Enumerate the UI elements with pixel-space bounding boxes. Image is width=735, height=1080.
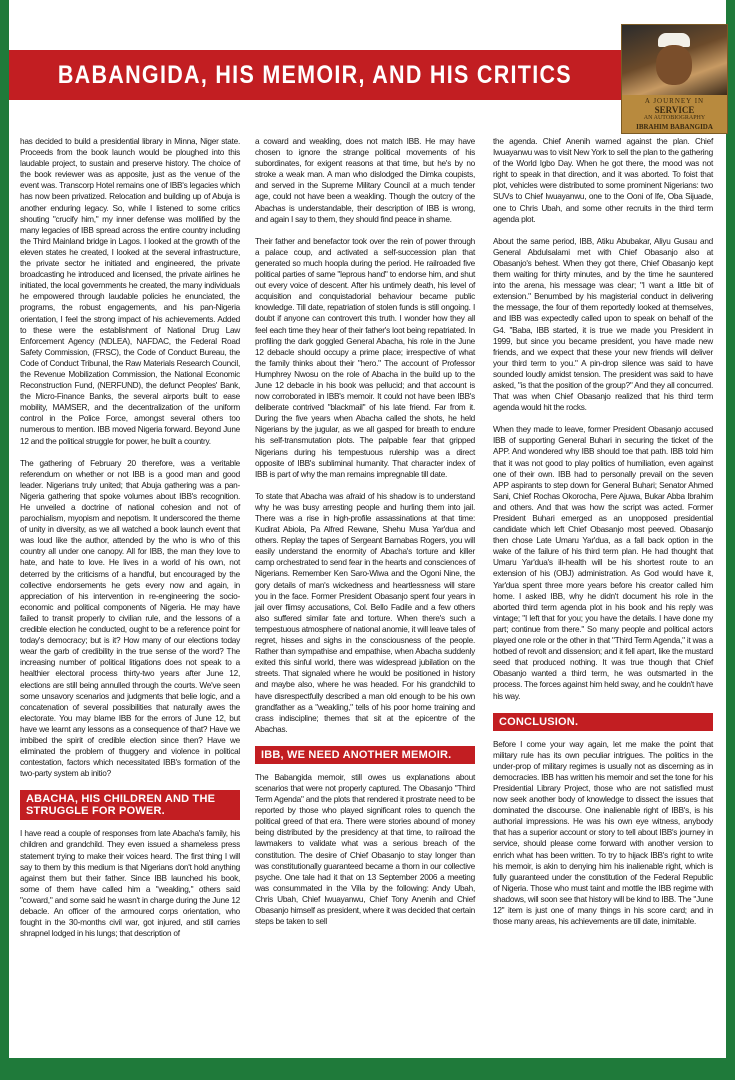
paragraph: a coward and weakling, does not match IBB. He may have chosen to ignore the strange political movements of his subordinates, for exigent reasons at that time, but he's by no stroke a weak man. A man who dislodged the Dimka coupists, and served in the Supreme Military Council at a much tender age, could not have been a weakling. Though the outcry of the Abachas is understandable, their description of IBB is wrong, and again I say to them, they should find peace in shame.	[255, 137, 475, 224]
section-heading-another-memoir: IBB, WE NEED ANOTHER MEMOIR.	[255, 746, 475, 764]
paragraph: the agenda. Chief Anenih warned against the plan. Chief Iwuayanwu was to visit New York to sell the plan to the gathering of the World Igbo Day. When he got there, the mood was not right to speak in that direction, and it was aborted. To foist that plot, vehicles were distributed to some prominent Nigerians: two SUVs to Chief Iwuayanwu, one to the Ooni of Ife, Oba Sijuade, one to Chris Ubah, and some other recruits in the third term agenda plot.	[493, 137, 713, 224]
paragraph: I have read a couple of responses from late Abacha's family, his children and grandchild. They even issued a shameless press statement trying to make their voices heard. The first thing I will say to them by this medium is that Nigerians don't hold anything against them but their father. Since IBB launched his book, some of them have called him a "weakling," others said "coward," and some said he wasn't in charge during the June 12 debacle. An officer of the armoured corps orientation, who fought in the 30-months civil war, got injured, and still carries shrapnel lodged in his lungs; that description of	[20, 829, 240, 939]
page-title: BABANGIDA, HIS MEMOIR, AND HIS CRITICS	[57, 60, 573, 89]
cover-line-3: AN AUTOBIOGRAPHY	[643, 115, 706, 121]
cover-line-2: SERVICE	[654, 105, 695, 115]
paragraph: The gathering of February 20 therefore, was a veritable referendum on whether or not IBB is a good man and good leader. Nigerians truly united; that Abuja gathering was a pan-Nigeria gathering that spoke volumes about IBB's recognition. He unveiled a doctrine of national cohesion and not of parochialism, myopism and nepotism. It underscored the theme of unity in diversity, as we all watched a book launch event that was loud like the author, attended by the who is who of this country all under one canopy. All for IBB, the man they love to hate, and hate to love. He lives in a world of his own, not deterred by the criticisms of a handful, but encouraged by the collective endorsements he gets every now and again, in appreciation of his intervention in re-engineering the socio-economic and political components of Nigeria. He may have failed to transit properly to civilian rule, and the lessons of a credible election he conducted, ought to be a reference point for today's democracy; but is it? How many of our elections today wear the garb of credibility in the true sense of the word? The increasing number of political litigations does not speak to a healthier electoral process thirty-two years after June 12, elections are still being annulled through the courts. We've seen some unsavory scenarios and judgments that belie logic, and a concatenation of several possibilities that naturally awes the electorate. You may blame IBB for the errors of June 12, but have we learnt any lessons as a consequence of that? Have we imbibed the spirit of credible election since then? Have we eliminated the problem of thuggery and violence in political contestation, factors which necessitated IBB's formation of the two-party system ab initio?	[20, 458, 240, 779]
cover-line-1: A JOURNEY IN	[644, 97, 705, 105]
book-cover-text	[624, 97, 725, 132]
paragraph: About the same period, IBB, Atiku Abubakar, Aliyu Gusau and General Abdulsalami met with Chief Obasanjo also at Obasanjo's behest. When they got there, Chief Obasanjo kept them waiting for thirty minutes, and by the time he sauntered into the arena, his message was clear; "I want a little bit of extension." Benumbed by his magisterial conduct in delivering the message, the four of them reportedly looked at themselves, and IBB was expectedly called upon to speak on behalf of the G4. "Baba, IBB started, it is true we made you President in 1999, but since you became president, you have made new friends, and we expect that these your new friends will deliver your third term to you." A pin-drop silence was said to have sounded loudly amidst tension. The president was said to have asked, "is that the position of the group?" And they all concurred. That was when Chief Obasanjo realized that his third term agenda would hit the rocks.	[493, 236, 713, 413]
section-heading-abacha: ABACHA, HIS CHILDREN AND THE STRUGGLE FOR POWER.	[20, 790, 240, 820]
cover-author: IBRAHIM BABANGIDA	[636, 123, 713, 131]
paragraph: Their father and benefactor took over the rein of power through a palace coup, and activated a self-succession plan that generated so much hoopla during the period. He railroaded five political parties of same "leprous hand" to endorse him, and shut out every voice of descent. After his untimely death, his level of acquisition and conquistadorial behaviour became public knowledge. Till date, repatriation of stolen funds is still ongoing. I doubt if anyone can controvert this truth. I wonder how they all feel each time they hear of their father's loot being repatriated. In profiling the dark goggled General Abacha, his role in the June 12 debacle should occupy a prime place; irrespective of what the family thinks about their "hero." The account of Professor Humphrey Nwosu on the role of Abacha in the build up to the June 12 debacle in his book was pellucid; and that account is now corroborated in IBB's memoir. It could not have been IBB's deliberate contrived "blackmail" of his late friend. Far from it. During the five years when Abacha called the shots, he held Nigerians by the jugular, as we all gasped for breath to endure his self-transmutation plots. The palpable fear that gripped Nigerians during his tempestuous rulership was a direct opposite of IBB's subliminal humanity. That character index of IBB is part of why the man remains impregnable till date.	[255, 236, 475, 479]
section-heading-conclusion: CONCLUSION.	[493, 713, 713, 731]
right-green-border	[726, 0, 735, 1080]
paragraph: has decided to build a presidential library in Minna, Niger state. Proceeds from the book launch would be ploughed into this laudable project, to sustain and preserve history. The choice of the book reviewer was as apposite, just as the venue of the event was. Transcorp Hotel remains one of IBB's legacies which has now been privatized. Relocation and building up of Abuja is another enduring legacy. So, while I listened to some critics shouting "crucify him," my inner defense was mollified by the many legacies of IBB spread across the entire country including the Third Mainland bridge in Lagos. I looked at the growth of the eleven states he created, I looked at the several infrastructure, the private sector he initiated and engineered, the private broadcasting he introduced and licensed, the private airlines he initiated, the local governments he created, the many individuals he empowered through laudable policies he enunciated, the programs, the robust engagements, and his pan-Nigeria orientation, I feel the strong impact of his achievements. Added to these were the establishment of National Drug Law Enforcement Agency (NDLEA), NAFDAC, the Federal Road Safety Commission, (FRSC), the Code of Conduct Bureau, the Code of Conduct Tribunal, the Raw Materials Research Council, the Revenue Mobilization Commission, the National Economic Reconstruction Fund, (NERFUND), the defunct Peoples' Bank, the Micro-Finance Banks, the several airports built to ease mobility, MAMSER, and the decentralization of the uniform control in the Police Force, amongst several others too numerous to mention. IBB moved Nigeria forward. Beyond June 12 and the political struggle for power, he built a country.	[20, 137, 240, 446]
book-cover-image	[621, 24, 728, 134]
headline-banner	[9, 50, 621, 100]
paragraph: Before I come your way again, let me make the point that military rule has its own peculiar intrigues. The politics in the under-prop of military regimes is usually not as discerning as in democracies. IBB has written his memoir and set the tone for his Presidential Library Project, those who are not satisfied must now seek another body of knowledge to dissect the issues that dominated the discourse. One inalienable right of IBB's, is his authorial impressions. He was his own eye witness, anybody that has a superior account or story to tell about IBB's journey in service, should please come forward with another version to enrich what has been written. To try to hijack IBB's right to write his memoir, is akin to denying him his inalienable right, which is fully guaranteed under the constitution of the Federal Republic of Nigeria. Those who must taint and mottle the IBB regime with shadows, will soon see that history will be kind to IBB. The "June 12" item is just one of many things in his score card; and in those many areas, his achievements are till date, inimitable.	[493, 739, 713, 927]
bottom-green-border	[0, 1058, 735, 1080]
paragraph: The Babangida memoir, still owes us explanations about scenarios that were not properly captured. The Obasanjo "Third Term Agenda" and the plots that rendered it prostrate need to be reported by those who played significant roles to quench the political greed of that era. There were stories abound of money being distributed by the presidency at that time, to railroad the lawmakers to validate what was a serious breach of the constitution. The desire of Chief Obasanjo to stay longer than was constitutionally guaranteed became a thorn in our collective psyche. One tale had it that on 13 September 2006 a meeting was consummated in the Villa by the following: Andy Ubah, Chris Ubah, Chief Iwuayanwu, Chief Tony Anenih and Chief Obasanjo himself as president, where it was decided that certain steps be taken to sell	[255, 772, 475, 927]
article-column-2	[255, 136, 475, 938]
article-column-3	[493, 136, 713, 938]
left-green-border	[0, 0, 9, 1080]
paragraph: When they made to leave, former President Obasanjo accused IBB of supporting General Buhari in securing the ticket of the APP. And wondered why IBB should toe that path. IBB told him that it was not good to play politics of humiliation, even against one of their own. IBB had to personally prevail on the seven APP aspirants to step down for General Buhari; Senator Ahmed Sani, Chief Rochas Okorocha, Pere Ajuwa, Bukar Abba Ibrahim and others. And that was how the script was acted. Former President Buhari emerged as an unopposed presidential candidate which left Chief Obasanjo most peeved. Obasanjo then chose Late Umaru Yar'dua, as a fall back option in the wake of the failure of his third term plan. He had thought that Umaru Yar'dua's ill-health will be his shortest route to an extension of his (OBJ) administration. As God would have it, Yar'dua spent three more years before his creator called him home. I asked IBB, why he didn't document his role in the aborted third term agenda plot in his book and his reply was vintage; "I left that for you; you have the details. I have done my part; continue from there." So many people and political actors played one role or the other in that "Third Term Agenda," it was a hotbed of revolt and dissension; and it fell apart, like the mustard seed that produced nothing. It was true though that Chief Obasanjo wanted a third term, he was outsmarted in the process. The forces against him held sway, and he couldn't have his way.	[493, 425, 713, 701]
face-shape	[656, 45, 692, 85]
paragraph: To state that Abacha was afraid of his shadow is to understand why he was busy arresting people and hurling them into jail. There was a rise in high-profile assassinations at that time: Kudirat Abiola, Pa Alfred Rewane, Shehu Musa Yar'dua and others. Replay the tapes of Sergeant Barnabas Rogers, you will easily understand the enormity of Abacha's torture and killer camp orchestrated to send fear in the hearts and consciences of Nigerians. Remember Ken Saro-Wiwa and the Ogoni Nine, the gory details of man's wickedness and heartlessness will stare you in the face. Former President Obasanjo spent four years in jail over flimsy accusations, Col. Bello Fadile and a few others also suffered similar fate and torture. When there's such a tempestuous atmosphere of national anomie, it will leave tales of regret, hisses and sighs in the consciousness of the people. Rather than sympathise and empathise, when Abacha suddenly exited this sinful world, there was widespread jubilation on the streets. That signaled where he would be positioned in history and maybe also, where he was headed. For his grandchild to have disrespectfully described a man old enough to be his own grandfather as a "weakling," tells of his poor home training and crass indiscipline; themes that sit at the epicentre of the Abachas.	[255, 491, 475, 734]
article-column-1	[20, 136, 240, 950]
